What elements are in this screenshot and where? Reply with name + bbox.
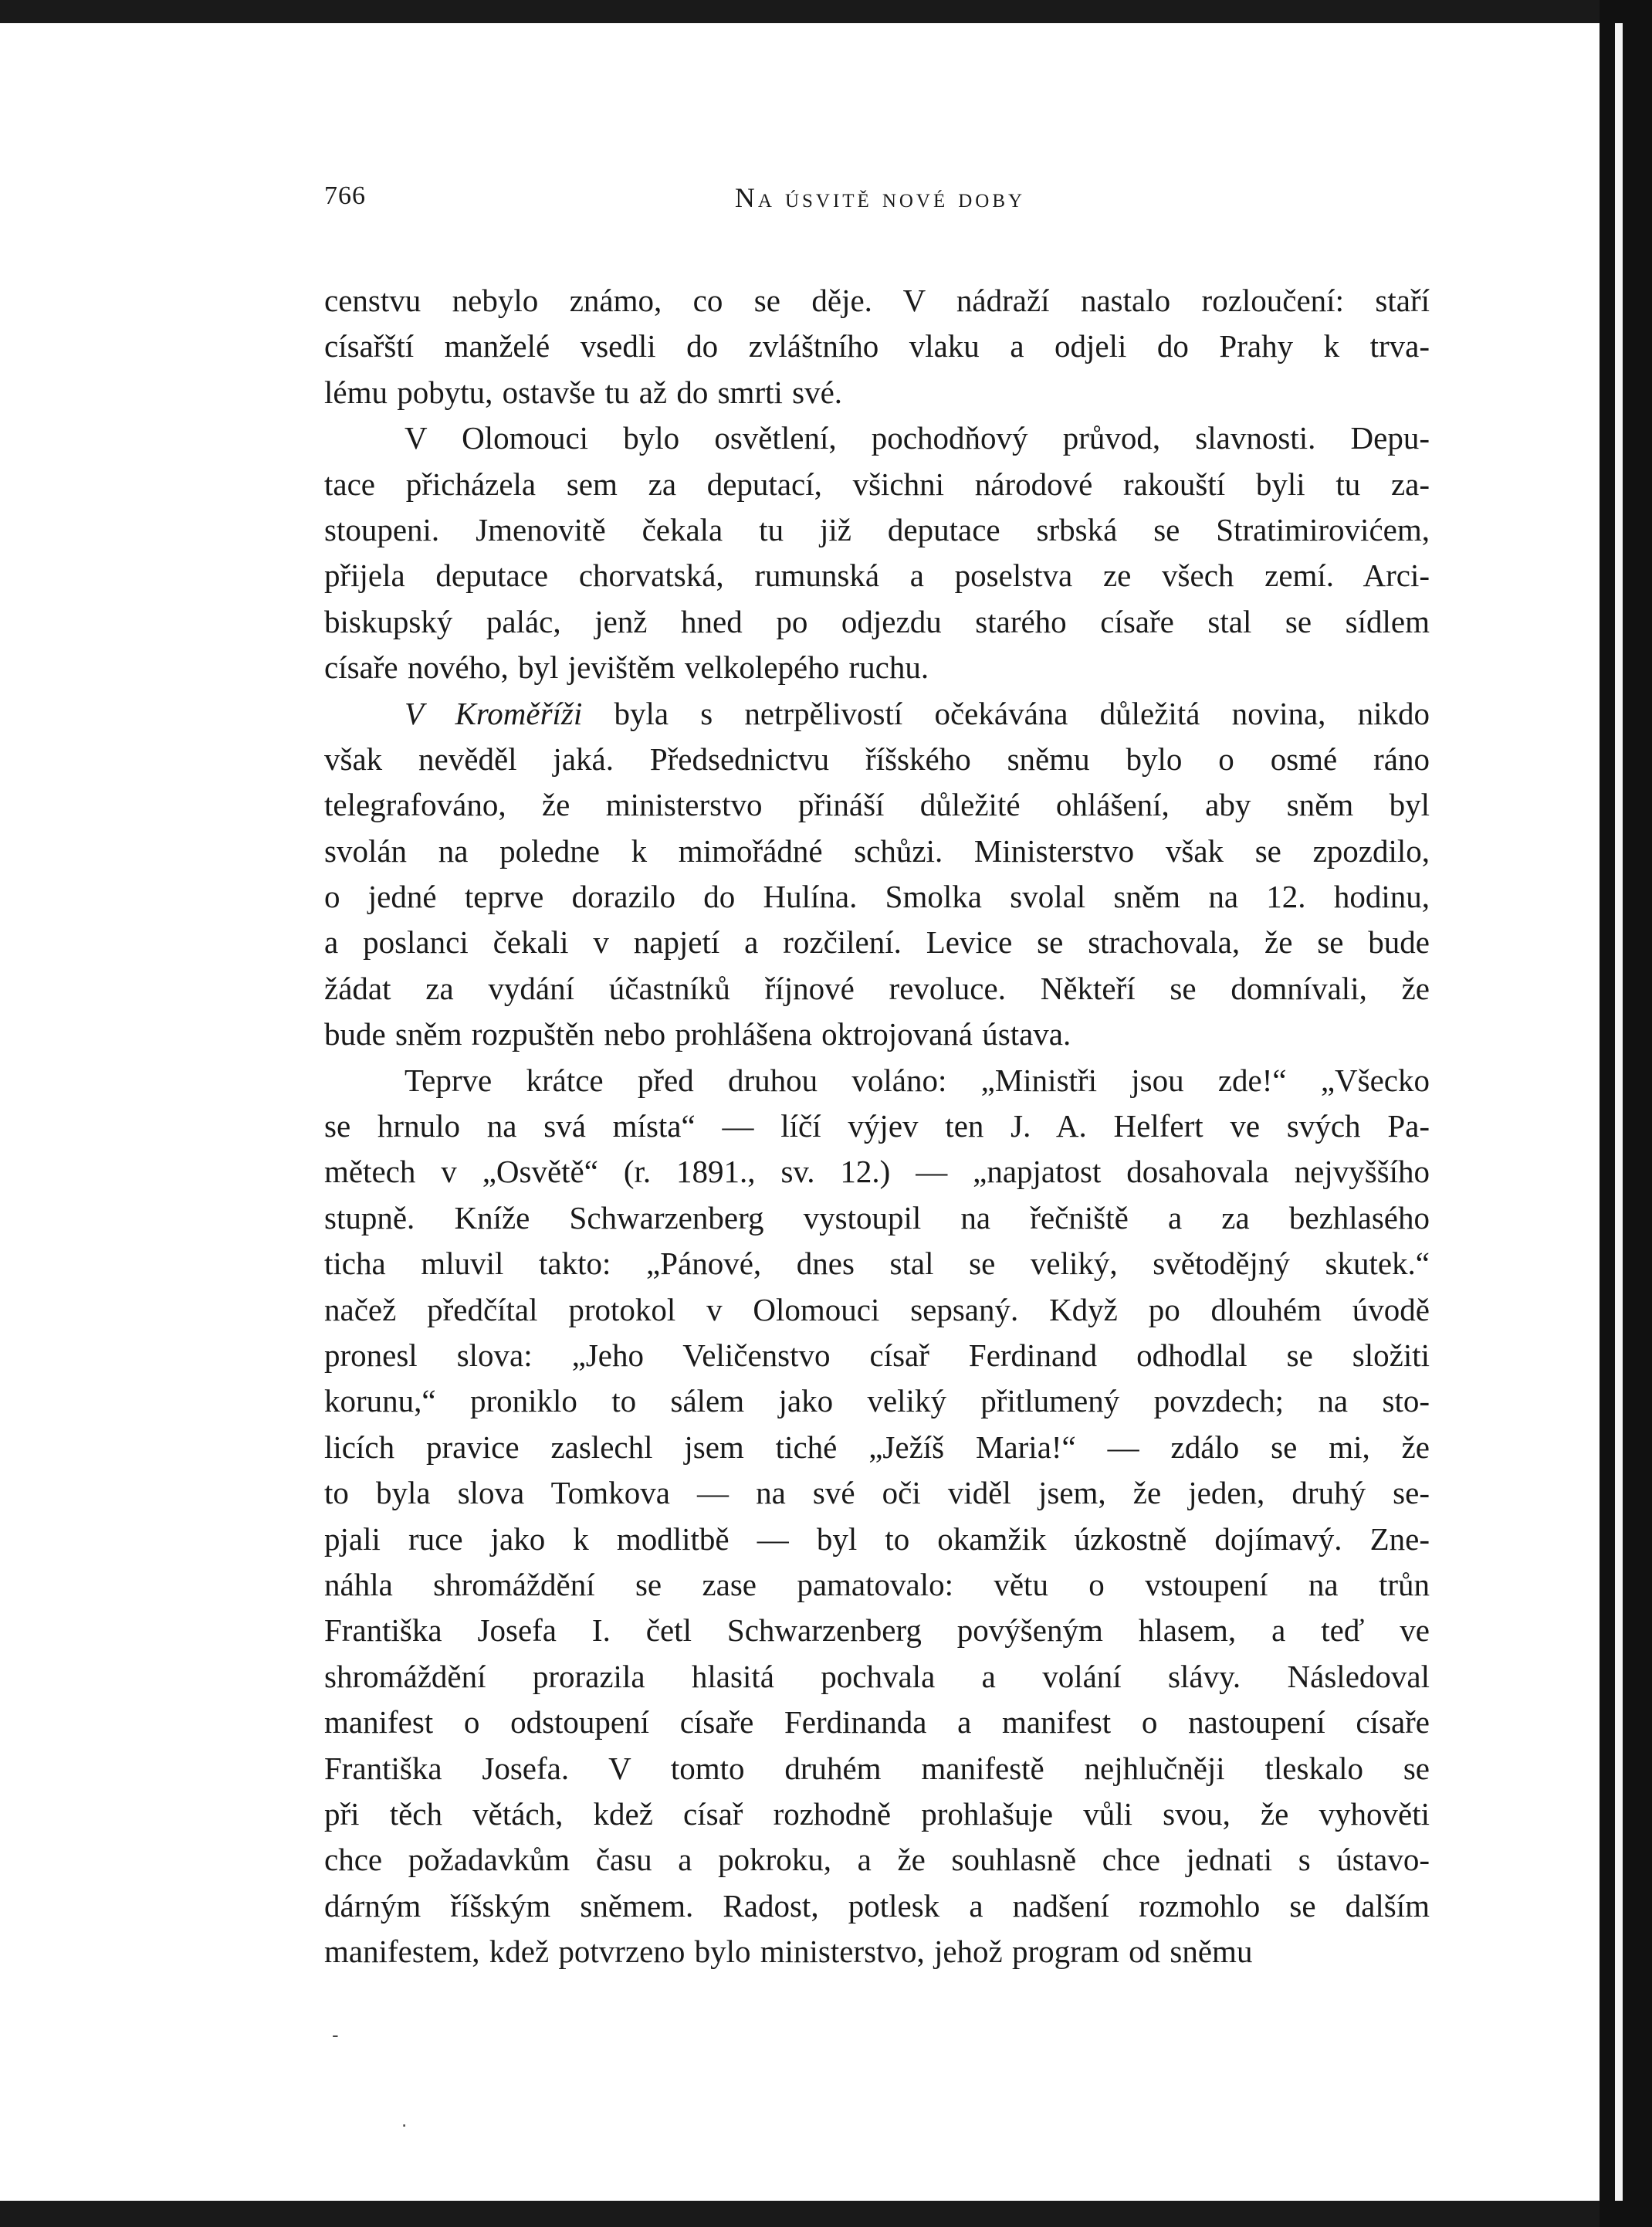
text-line: však nevěděl jaká. Předsednictvu říšského sněmu bylo o osmé ráno <box>324 741 1430 777</box>
text-line: manifestem, kdež potvrzeno bylo ministerstvo, jehož program od sněmu <box>324 1934 1253 1970</box>
text-line: při těch větách, kdež císař rozhodně prohlašuje vůli svou, že vyhověti <box>324 1795 1430 1832</box>
text-line: přijela deputace chorvatská, rumunská a poselstva ze všech zemí. Arci- <box>324 558 1430 594</box>
text-line <box>324 691 1430 737</box>
text-line: pronesl slova: „Jeho Veličenstvo císař Ferdinand odhodlal se složiti <box>324 1337 1430 1373</box>
text-line: císařští manželé vsedli do zvláštního vlaku a odjeli do Prahy k trva- <box>324 328 1430 364</box>
text-line: o jedné teprve dorazilo do Hulína. Smolka svolal sněm na 12. hodinu, <box>324 879 1430 915</box>
text-line: V Olomouci bylo osvětlení, pochodňový průvod, slavnosti. Depu- <box>405 420 1430 456</box>
text-line: shromáždění prorazila hlasitá pochvala a volání slávy. Následoval <box>324 1658 1430 1694</box>
page-header <box>324 181 1436 228</box>
text-line: bude sněm rozpuštěn nebo prohlášena oktrojovaná ústava. <box>324 1016 1071 1052</box>
book-page <box>0 23 1600 2201</box>
text-line: dárným říšským sněmem. Radost, potlesk a nadšení rozmohlo se dalším <box>324 1887 1430 1924</box>
italic-place-name: V Kroměříži <box>405 695 583 731</box>
body-text <box>324 278 1430 1974</box>
text-line: náhla shromáždění se zase pamatovalo: větu o vstoupení na trůn <box>324 1566 1430 1602</box>
text-line: to byla slova Tomkova — na své oči viděl jsem, že jeden, druhý se- <box>324 1475 1430 1511</box>
text-line: pjali ruce jako k modlitbě — byl to okamžik úzkostně dojímavý. Zne- <box>324 1520 1430 1557</box>
running-title: Na úsvitě nové doby <box>734 182 1026 213</box>
text-line: manifest o odstoupení císaře Ferdinanda a manifest o nastoupení císaře <box>324 1704 1430 1741</box>
text-line: telegrafováno, že ministerstvo přináší důležité ohlášení, aby sněm byl <box>324 787 1430 823</box>
text-line: licích pravice zaslechl jsem tiché „Ježíš Maria!“ — zdálo se mi, že <box>324 1429 1430 1465</box>
text-line: a poslanci čekali v napjetí a rozčilení. Levice se strachovala, že se bude <box>324 924 1430 961</box>
text-line: císaře nového, byl jevištěm velkolepého ruchu. <box>324 649 929 686</box>
adjacent-page-edge <box>1615 23 1623 2201</box>
text-line: stoupeni. Jmenovitě čekala tu již deputace srbská se Stratimirovićem, <box>324 511 1430 547</box>
scan-speck: . <box>401 2108 408 2131</box>
text-line: censtvu nebylo známo, co se děje. V nádraží nastalo rozloučení: staří <box>324 283 1430 318</box>
text-line: svolán na poledne k mimořádné schůzi. Ministerstvo však se zpozdilo, <box>324 832 1430 869</box>
text-line: načež předčítal protokol v Olomouci sepsaný. Když po dlouhém úvodě <box>324 1291 1430 1327</box>
text-line: mětech v „Osvětě“ (r. 1891., sv. 12.) — „napjatost dosahovala nejvyššího <box>324 1154 1430 1190</box>
text-line: korunu,“ proniklo to sálem jako veliký přitlumený povzdech; na sto- <box>324 1383 1430 1419</box>
scan-border <box>1600 0 1652 2227</box>
text-line: lému pobytu, ostavše tu až do smrti své. <box>324 374 843 410</box>
text-line: tace přicházela sem za deputací, všichni národové rakouští byli tu za- <box>324 466 1430 502</box>
text-line: ticha mluvil takto: „Pánové, dnes stal se veliký, světodějný skutek.“ <box>324 1246 1430 1282</box>
line-text: byla s netrpělivostí očekávána důležitá novina, nikdo <box>582 695 1430 731</box>
text-line: stupně. Kníže Schwarzenberg vystoupil na řečniště a za bezhlasého <box>324 1199 1430 1236</box>
text-line: Františka Josefa I. četl Schwarzenberg povýšeným hlasem, a teď ve <box>324 1612 1430 1649</box>
text-line: Teprve krátce před druhou voláno: „Ministři jsou zde!“ „Všecko <box>405 1062 1430 1098</box>
text-line: biskupský palác, jenž hned po odjezdu starého císaře stal se sídlem <box>324 603 1430 639</box>
page-number: 766 <box>324 181 366 210</box>
text-line: Františka Josefa. V tomto druhém manifestě nejhlučněji tleskalo se <box>324 1750 1430 1786</box>
scan-speck: - <box>332 2023 339 2046</box>
text-line: chce požadavkům času a pokroku, a že souhlasně chce jednati s ústavo- <box>324 1842 1430 1878</box>
text-line: se hrnulo na svá místa“ — líčí výjev ten J. A. Helfert ve svých Pa- <box>324 1108 1430 1144</box>
text-line: žádat za vydání účastníků říjnové revoluce. Někteří se domnívali, že <box>324 970 1430 1006</box>
